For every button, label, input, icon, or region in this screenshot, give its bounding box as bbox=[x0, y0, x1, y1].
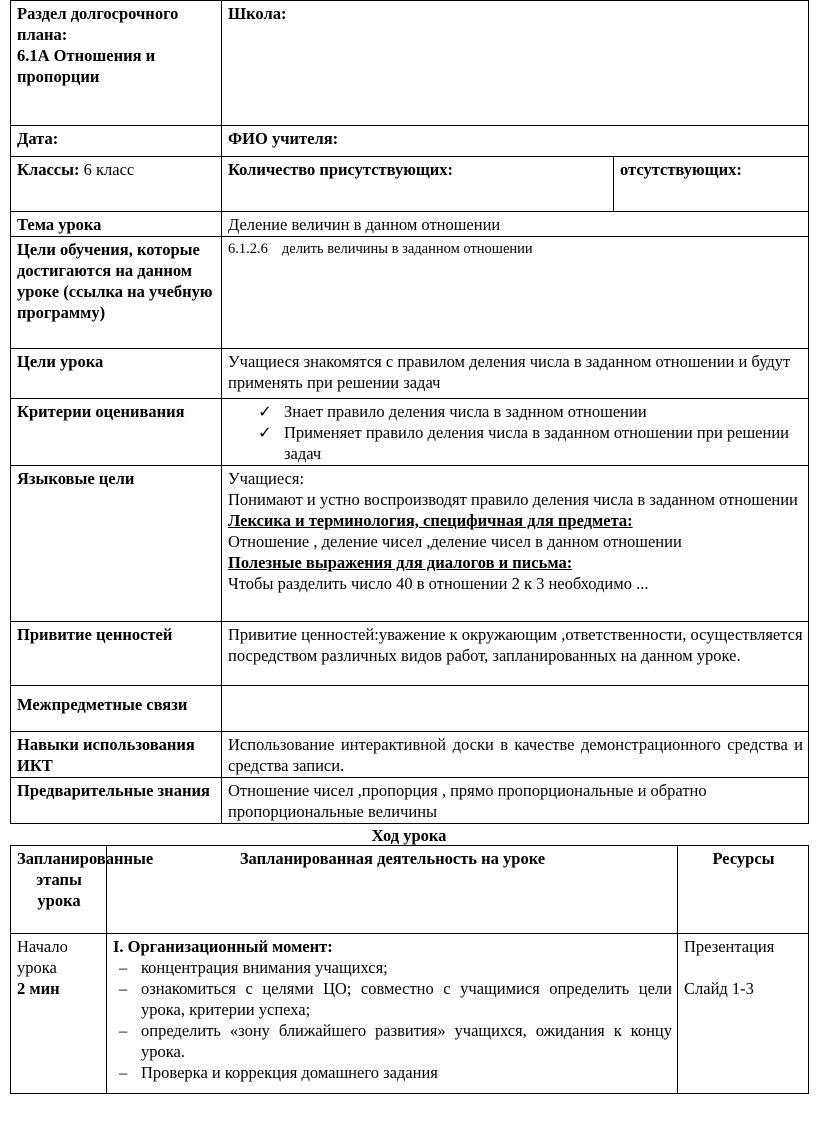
dash-icon: – bbox=[119, 979, 128, 998]
absent-label: отсутствующих: bbox=[614, 157, 809, 212]
stage1-resources bbox=[678, 934, 809, 1094]
vocab-heading: Лексика и терминология, специфичная для предмета: bbox=[228, 511, 633, 530]
topic-label: Тема урока bbox=[11, 212, 222, 237]
phrases-text: Чтобы разделить число 40 в отношении 2 к 3 необходимо ... bbox=[228, 574, 649, 593]
present-label: Количество присутствующих: bbox=[222, 157, 614, 212]
phrases-heading: Полезные выражения для диалогов и письма: bbox=[228, 553, 573, 572]
col-activity-header: Запланированная деятельность на уроке bbox=[107, 846, 678, 934]
list-item: – определить «зону ближайшего развития» учащихся, ожидания к концу урока. bbox=[119, 1021, 672, 1061]
course-title: Ход урока bbox=[371, 826, 447, 845]
language-label: Языковые цели bbox=[11, 466, 222, 622]
ict-text: Использование интерактивной доски в качестве демонстрационного средства и средства записи. bbox=[222, 732, 809, 778]
dash-icon: – bbox=[119, 1063, 128, 1082]
cross-value bbox=[222, 686, 809, 732]
teacher-label: ФИО учителя: bbox=[222, 126, 809, 157]
plan-section-label: Раздел долгосрочного плана: bbox=[17, 4, 179, 44]
col-stages-header: Запланированные этапы урока bbox=[11, 846, 107, 934]
objectives-cell bbox=[222, 237, 809, 349]
stage1-resource-presentation: Презентация bbox=[684, 937, 775, 956]
language-cell bbox=[222, 466, 809, 622]
vocab-text: Отношение , деление чисел ,деление чисел в данном отношении bbox=[228, 532, 682, 551]
stage1-cell bbox=[11, 934, 107, 1094]
objectives-label: Цели обучения, которые достигаются на данном уроке (ссылка на учебную программу) bbox=[11, 237, 222, 349]
dash-icon: – bbox=[119, 958, 128, 977]
stage1-heading: I. Организационный момент: bbox=[113, 937, 333, 956]
stage1-list bbox=[113, 957, 672, 1083]
objectives-value: делить величины в заданном отношении bbox=[281, 241, 533, 257]
criteria-item: ✓ Знает правило деления числа в заднном отношении bbox=[258, 402, 647, 421]
stage1-activity bbox=[107, 934, 678, 1094]
language-students: Учащиеся: bbox=[228, 469, 305, 488]
classes-value: 6 класс bbox=[79, 160, 135, 179]
cross-label: Межпредметные связи bbox=[11, 686, 222, 732]
classes-cell bbox=[11, 157, 222, 212]
classes-label: Классы: bbox=[17, 160, 80, 179]
checkmark-icon: ✓ bbox=[258, 402, 272, 421]
prior-text: Отношение чисел ,пропорция , прямо пропорциональные и обратно пропорциональные величины bbox=[222, 778, 809, 824]
criteria-label: Критерии оценивания bbox=[11, 399, 222, 466]
criteria-list bbox=[228, 401, 803, 464]
lesson-plan-table bbox=[10, 0, 809, 824]
dash-icon: – bbox=[119, 1021, 128, 1040]
list-item: – Проверка и коррекция домашнего задания bbox=[119, 1063, 438, 1082]
stage1-time: 2 мин bbox=[17, 979, 60, 998]
objectives-code: 6.1.2.6 bbox=[228, 241, 268, 257]
school-label: Школа: bbox=[222, 1, 809, 126]
ict-label: Навыки использования ИКТ bbox=[11, 732, 222, 778]
lesson-goals-label: Цели урока bbox=[11, 349, 222, 399]
course-table bbox=[10, 845, 809, 1094]
plan-section-cell bbox=[11, 1, 222, 126]
date-label: Дата: bbox=[11, 126, 222, 157]
values-text: Привитие ценностей:уважение к окружающим ,ответственности, осуществляется посредством различных видов работ, запланированных на данном уроке. bbox=[222, 622, 809, 686]
language-text: Понимают и устно воспроизводят правило деления числа в заданном отношении bbox=[228, 490, 798, 509]
checkmark-icon: ✓ bbox=[258, 423, 272, 442]
plan-section-value: 6.1А Отношения и пропорции bbox=[17, 46, 156, 86]
lesson-plan-document bbox=[10, 0, 808, 1094]
lesson-goals-value: Учащиеся знакомятся с правилом деления числа в заданном отношении и будут применять при решении задач bbox=[222, 349, 809, 399]
stage1-resource-slides: Слайд 1-3 bbox=[684, 979, 754, 998]
values-label: Привитие ценностей bbox=[11, 622, 222, 686]
topic-value: Деление величин в данном отношении bbox=[222, 212, 809, 237]
list-item: – концентрация внимания учащихся; bbox=[119, 958, 388, 977]
list-item: – ознакомиться с целями ЦО; совместно с учащимися определить цели урока, критерии успеха; bbox=[119, 979, 672, 1019]
stage1-name: Начало урока bbox=[17, 937, 68, 977]
criteria-cell bbox=[222, 399, 809, 466]
prior-label: Предварительные знания bbox=[11, 778, 222, 824]
col-resources-header: Ресурсы bbox=[678, 846, 809, 934]
criteria-item: ✓ Применяет правило деления числа в заданном отношении при решении задач bbox=[258, 423, 789, 463]
